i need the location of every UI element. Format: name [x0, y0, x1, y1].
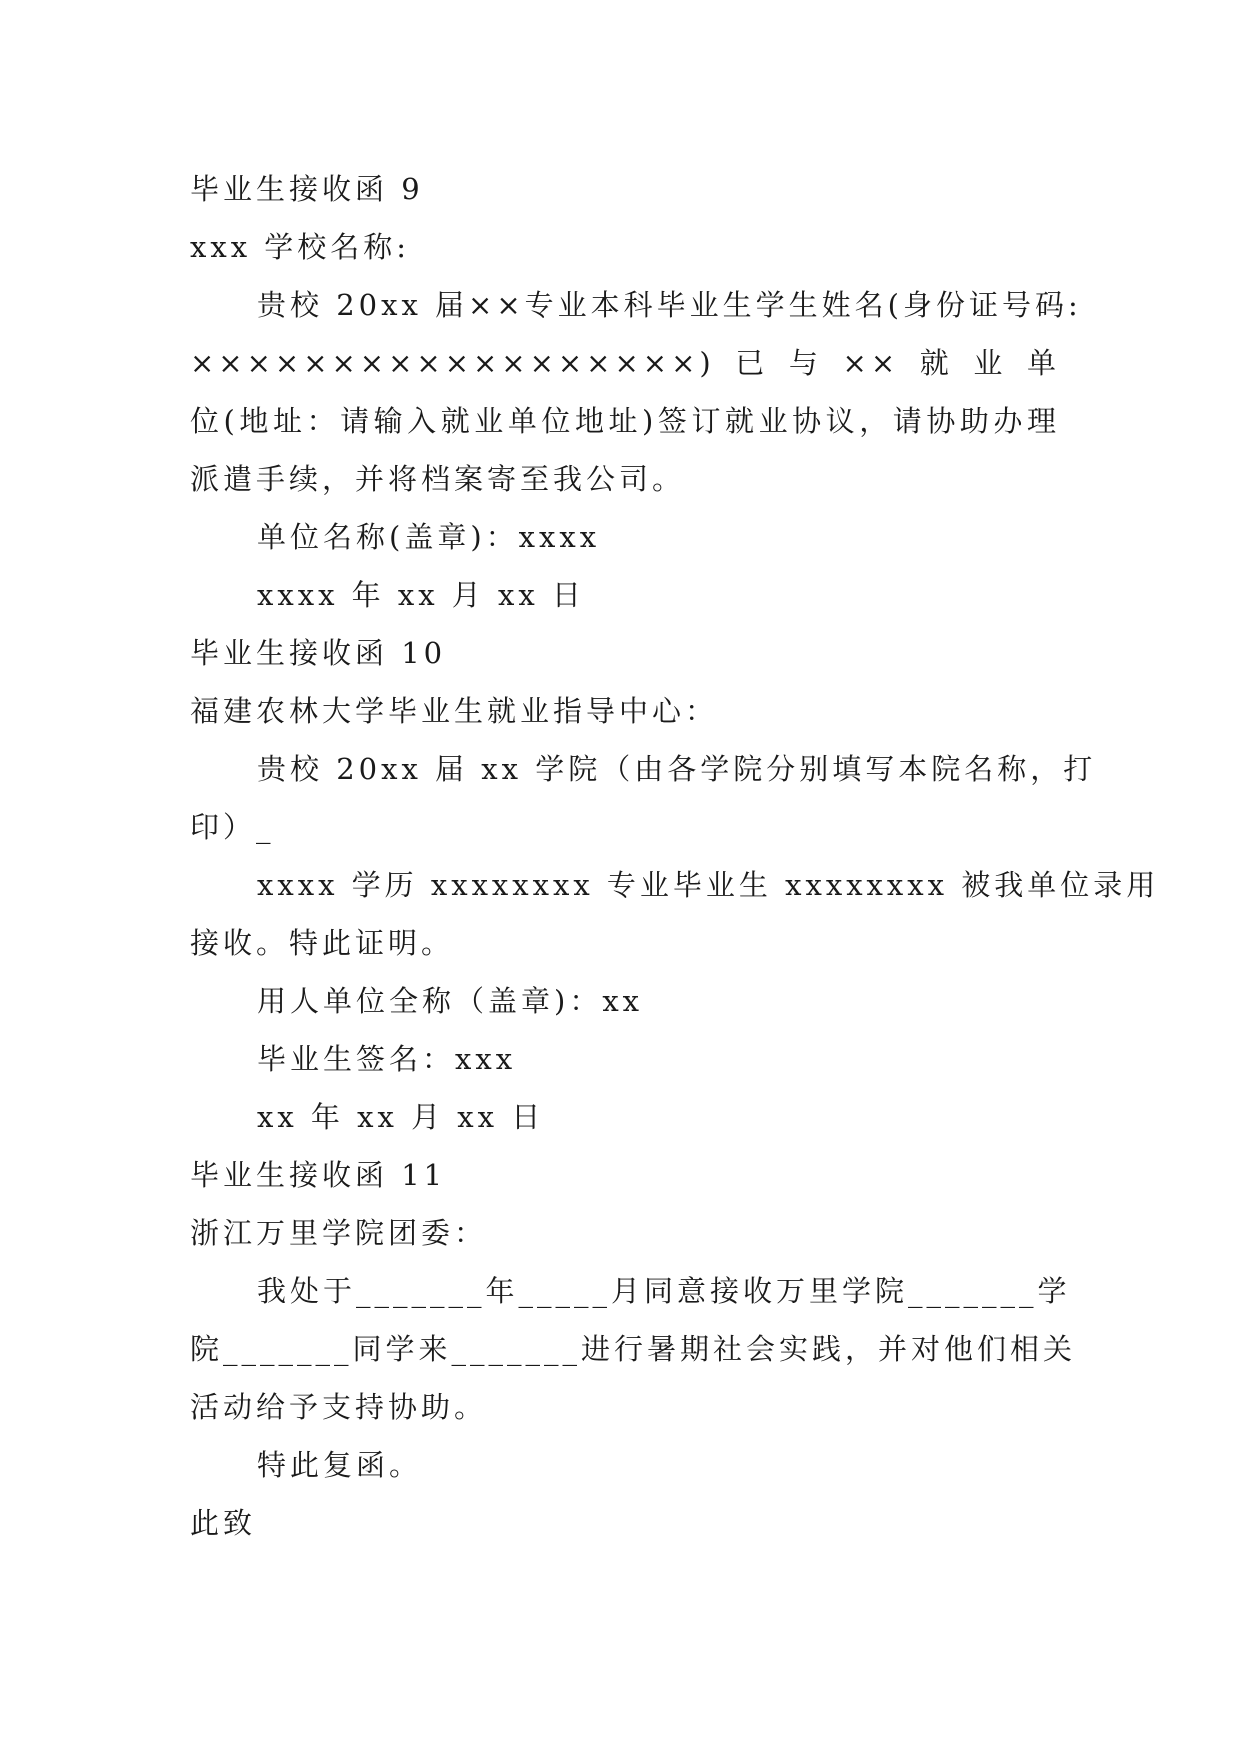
letter-9-title: 毕业生接收函 9	[190, 172, 424, 206]
letter-11-body-line-2: 院_______同学来_______进行暑期社会实践，并对他们相关	[190, 1332, 1077, 1366]
letter-11-regards: 此致	[190, 1506, 257, 1540]
letter-10-date: xx 年 xx 月 xx 日	[257, 1100, 545, 1134]
letter-11-body-line-1: 我处于_______年_____月同意接收万里学院_______学	[257, 1274, 1071, 1308]
letter-10-body-line-3: xxxx 学历 xxxxxxxx 专业毕业生 xxxxxxxx 被我单位录用	[257, 868, 1160, 902]
letter-10-salutation: 福建农林大学毕业生就业指导中心：	[190, 694, 719, 728]
letter-9-unit: 单位名称(盖章)：xxxx	[257, 520, 601, 554]
document-page	[190, 160, 1160, 1552]
letter-11-body-line-3: 活动给予支持协助。	[190, 1390, 488, 1424]
letter-11-closing: 特此复函。	[257, 1448, 423, 1482]
letter-10-body-line-1: 贵校 20xx 届 xx 学院（由各学院分别填写本院名称，打	[257, 752, 1097, 786]
letter-9-date: xxxx 年 xx 月 xx 日	[257, 578, 585, 612]
letter-9-body-line-2: ××××××××××××××××××)已与××就业单	[190, 346, 1060, 380]
letter-10-body-line-2: 印）_	[190, 810, 275, 844]
letter-10-signature: 毕业生签名：xxx	[257, 1042, 517, 1076]
letter-10-title: 毕业生接收函 10	[190, 636, 447, 670]
letter-10-body-line-4: 接收。特此证明。	[190, 926, 455, 960]
letter-10-employer: 用人单位全称（盖章)：xx	[257, 984, 644, 1018]
letter-9-body-line-4: 派遣手续，并将档案寄至我公司。	[190, 462, 686, 496]
letter-11-title: 毕业生接收函 11	[190, 1158, 447, 1192]
letter-11-salutation: 浙江万里学院团委：	[190, 1216, 488, 1250]
letter-9-body-line-3: 位(地址：请输入就业单位地址)签订就业协议，请协助办理	[190, 404, 1060, 438]
letter-9-body-line-1: 贵校 20xx 届××专业本科毕业生学生姓名(身份证号码:	[257, 288, 1082, 322]
letter-9-salutation: xxx 学校名称:	[190, 230, 411, 264]
